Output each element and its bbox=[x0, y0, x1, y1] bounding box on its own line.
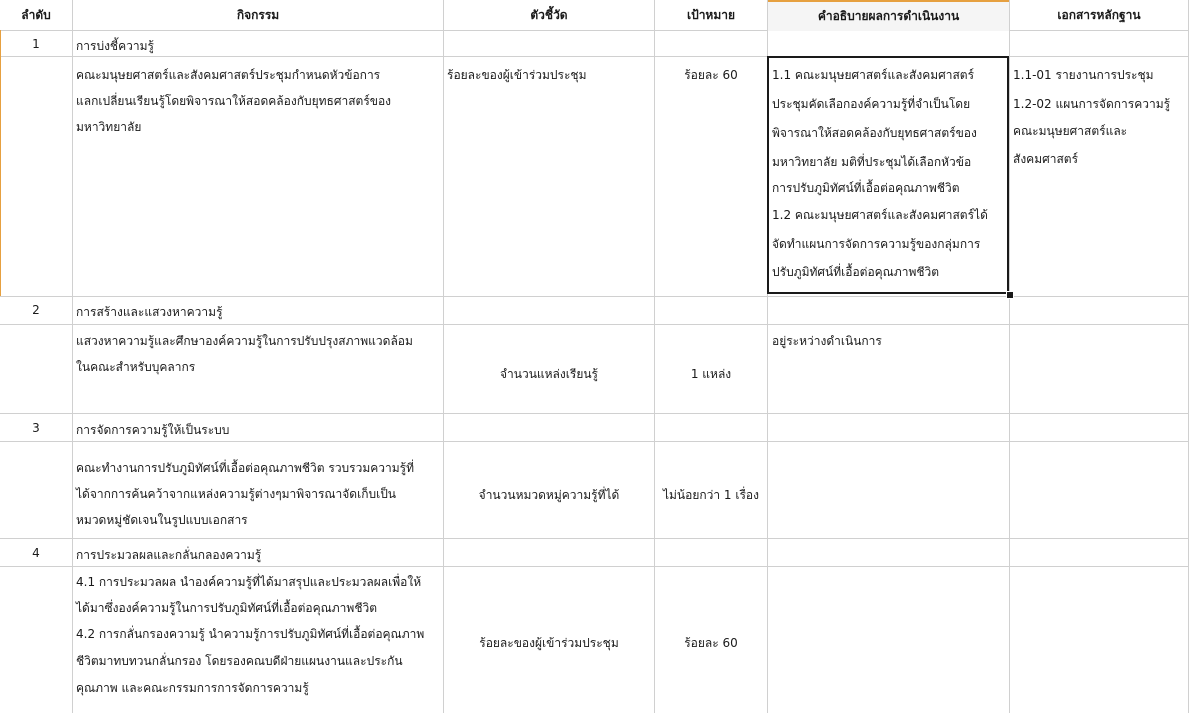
cell-description-line[interactable]: 1.2 คณะมนุษยศาสตร์และสังคมศาสตร์ได้ bbox=[772, 208, 988, 222]
cell-no[interactable]: 1 bbox=[32, 37, 40, 51]
cell-activity-line[interactable]: แสวงหาความรู้และศึกษาองค์ความรู้ในการปรับปรุงสภาพแวดล้อม bbox=[76, 334, 413, 348]
cell-target[interactable]: ร้อยละ 60 bbox=[684, 68, 738, 82]
cell-activity-line[interactable]: คณะมนุษยศาสตร์และสังคมศาสตร์ประชุมกำหนดหัวข้อการ bbox=[76, 68, 381, 82]
column-divider bbox=[654, 0, 655, 713]
cell-activity-line[interactable]: ในคณะสำหรับบุคลากร bbox=[76, 360, 196, 374]
cell-description-line[interactable]: 1.1 คณะมนุษยศาสตร์และสังคมศาสตร์ bbox=[772, 68, 975, 82]
column-divider bbox=[1009, 0, 1010, 713]
cell-section-title[interactable]: การบ่งชี้ความรู้ bbox=[76, 39, 154, 53]
cell-description-line[interactable]: ปรับภูมิทัศน์ที่เอื้อต่อคุณภาพชีวิต bbox=[772, 265, 940, 279]
cell-activity-line[interactable]: ได้มาซึ่งองค์ความรู้ในการปรับภูมิทัศน์ที่เอื้อต่อคุณภาพชีวิต bbox=[76, 601, 377, 615]
cell-evidence-line[interactable]: 1.1-01 รายงานการประชุม bbox=[1013, 68, 1154, 82]
header-target[interactable]: เป้าหมาย bbox=[686, 8, 736, 22]
row-header-highlight bbox=[0, 30, 1, 296]
column-divider bbox=[443, 0, 444, 713]
cell-indicator[interactable]: จำนวนแหล่งเรียนรู้ bbox=[500, 367, 598, 381]
cell-activity-line[interactable]: แลกเปลี่ยนเรียนรู้โดยพิจารณาให้สอดคล้องกับยุทธศาสตร์ของ bbox=[76, 94, 392, 108]
header-description[interactable]: คำอธิบายผลการดำเนินงาน bbox=[768, 0, 1009, 31]
cell-no[interactable]: 4 bbox=[32, 546, 40, 560]
cell-indicator[interactable]: จำนวนหมวดหมู่ความรู้ที่ได้ bbox=[478, 488, 620, 502]
cell-activity-line[interactable]: 4.1 การประมวลผล นำองค์ความรู้ที่ได้มาสรุปและประมวลผลเพื่อให้ bbox=[76, 575, 422, 589]
cell-evidence-line[interactable]: สังคมศาสตร์ bbox=[1013, 152, 1079, 166]
cell-no[interactable]: 2 bbox=[32, 303, 40, 317]
cell-activity-line[interactable]: ชีวิตมาทบทวนกลั่นกรอง โดยรองคณบดีฝ่ายแผนงานและประกัน bbox=[76, 654, 403, 668]
cell-section-title[interactable]: การประมวลผลและกลั่นกลองความรู้ bbox=[76, 548, 262, 562]
cell-target[interactable]: ร้อยละ 60 bbox=[684, 636, 738, 650]
row-divider bbox=[0, 56, 1189, 57]
cell-activity-line[interactable]: หมวดหมู่ชัดเจนในรูปแบบเอกสาร bbox=[76, 513, 248, 527]
header-indicator[interactable]: ตัวชี้วัด bbox=[530, 8, 568, 22]
cell-evidence-line[interactable]: คณะมนุษยศาสตร์และ bbox=[1013, 124, 1128, 138]
cell-activity-line[interactable]: ได้จากการค้นคว้าจากแหล่งความรู้ต่างๆมาพิจารณาจัดเก็บเป็น bbox=[76, 487, 397, 501]
row-divider bbox=[0, 413, 1189, 414]
header-evidence[interactable]: เอกสารหลักฐาน bbox=[1057, 8, 1141, 22]
cell-description-line[interactable]: จัดทำแผนการจัดการความรู้ของกลุ่มการ bbox=[772, 237, 981, 251]
cell-description-line[interactable]: อยู่ระหว่างดำเนินการ bbox=[772, 334, 882, 348]
cell-evidence-line[interactable]: 1.2-02 แผนการจัดการความรู้ bbox=[1013, 97, 1171, 111]
cell-indicator[interactable]: ร้อยละของผู้เข้าร่วมประชุม bbox=[479, 636, 619, 650]
header-no[interactable]: ลำดับ bbox=[21, 8, 51, 22]
cell-description-line[interactable]: มหาวิทยาลัย มติที่ประชุมได้เลือกหัวข้อ bbox=[772, 155, 972, 169]
cell-activity-line[interactable]: มหาวิทยาลัย bbox=[76, 120, 142, 134]
cell-indicator[interactable]: ร้อยละของผู้เข้าร่วมประชุม bbox=[447, 68, 587, 82]
row-divider bbox=[0, 566, 1189, 567]
cell-target[interactable]: ไม่น้อยกว่า 1 เรื่อง bbox=[662, 488, 759, 502]
cell-activity-line[interactable]: 4.2 การกลั่นกรองความรู้ นำความรู้การปรับภูมิทัศน์ที่เอื้อต่อคุณภาพ bbox=[76, 627, 425, 641]
row-divider bbox=[0, 538, 1189, 539]
cell-description-line[interactable]: การปรับภูมิทัศน์ที่เอื้อต่อคุณภาพชีวิต bbox=[772, 181, 960, 195]
column-divider bbox=[72, 0, 73, 713]
cell-section-title[interactable]: การจัดการความรู้ให้เป็นระบบ bbox=[76, 423, 230, 437]
active-cell-selection[interactable] bbox=[767, 56, 1009, 294]
cell-activity-line[interactable]: คณะทำงานการปรับภูมิทัศน์ที่เอื้อต่อคุณภาพชีวิต รวบรวมความรู้ที่ bbox=[76, 461, 415, 475]
cell-description-line[interactable]: พิจารณาให้สอดคล้องกับยุทธศาสตร์ของ bbox=[772, 126, 977, 140]
row-divider bbox=[0, 441, 1189, 442]
cell-description-line[interactable]: ประชุมคัดเลือกองค์ความรู้ที่จำเป็นโดย bbox=[772, 97, 971, 111]
cell-no[interactable]: 3 bbox=[32, 421, 40, 435]
fill-handle[interactable] bbox=[1006, 291, 1014, 299]
cell-section-title[interactable]: การสร้างและแสวงหาความรู้ bbox=[76, 305, 223, 319]
row-divider bbox=[0, 324, 1189, 325]
cell-target[interactable]: 1 แหล่ง bbox=[690, 367, 732, 381]
header-activity[interactable]: กิจกรรม bbox=[236, 8, 280, 22]
cell-activity-line[interactable]: คุณภาพ และคณะกรรมการการจัดการความรู้ bbox=[76, 681, 309, 695]
